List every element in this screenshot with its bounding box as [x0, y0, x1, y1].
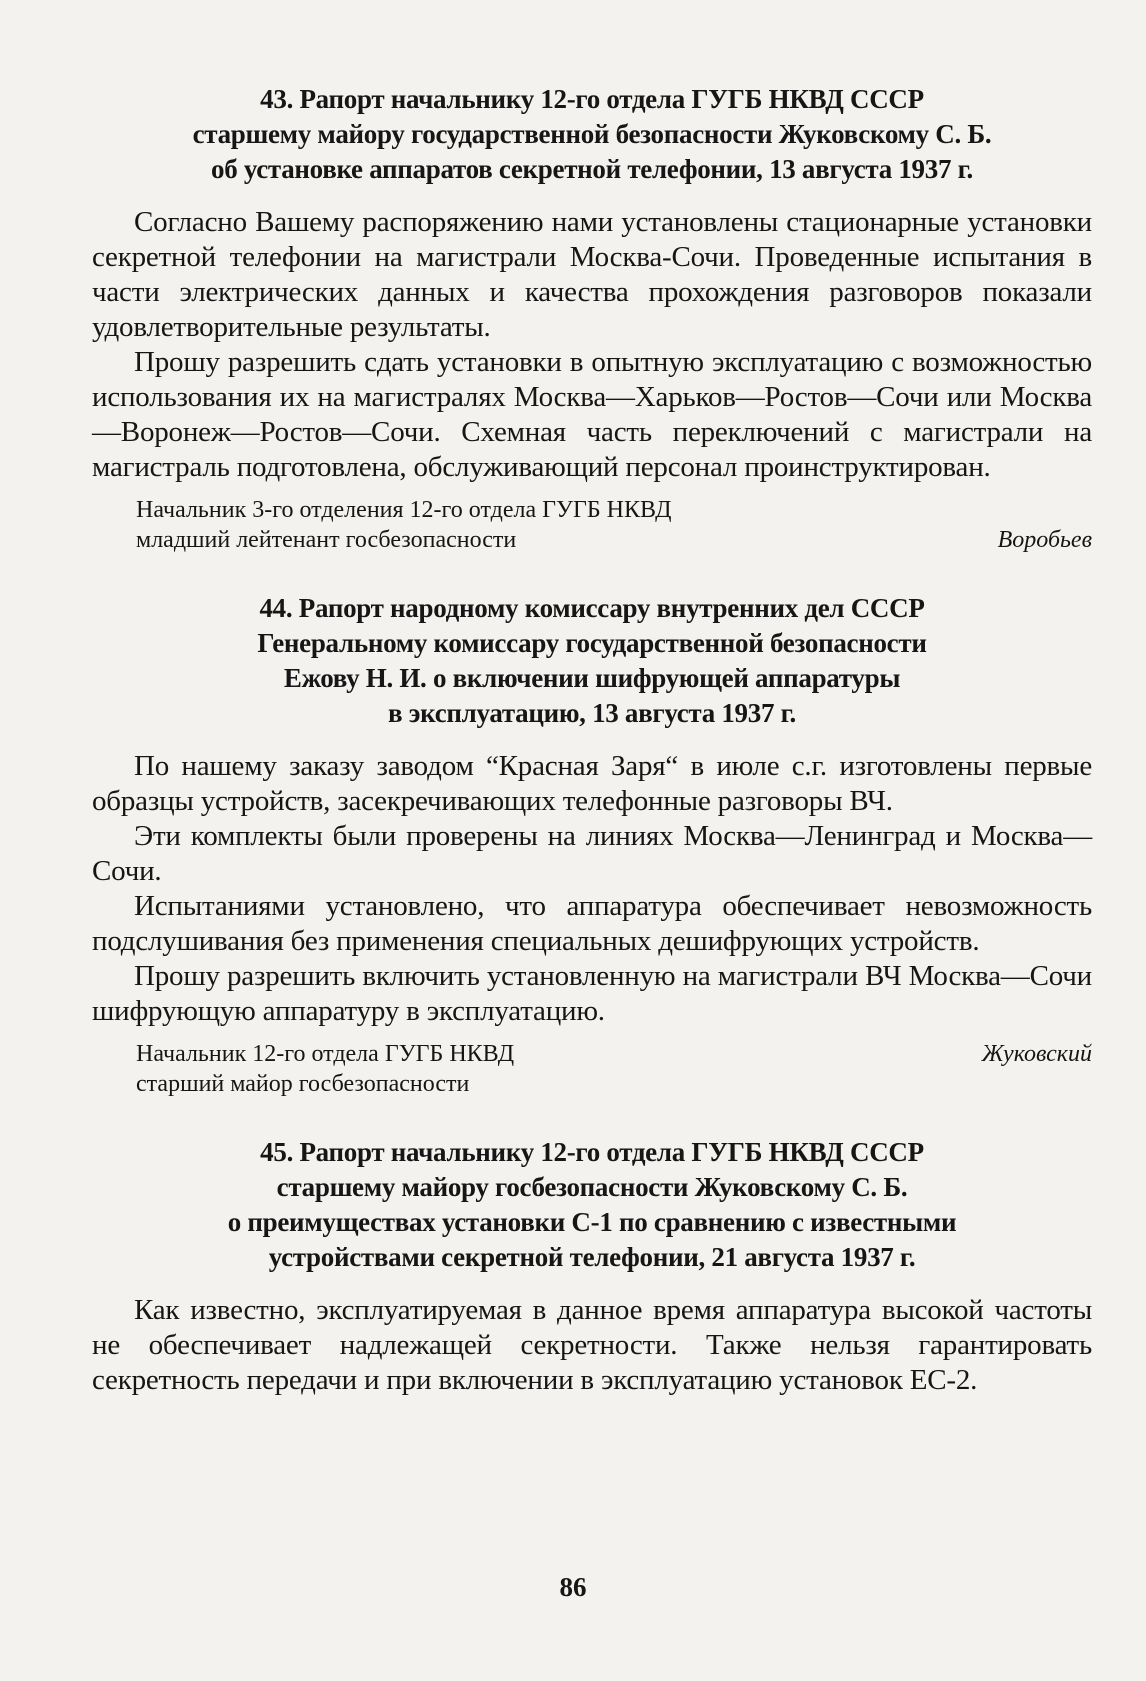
title-line: 43. Рапорт начальнику 12-го отдела ГУГБ НКВД СССР: [260, 84, 924, 114]
document-45: [92, 1135, 1092, 1398]
paragraph: Как известно, эксплуатируемая в данное время аппаратура высокой частоты не обеспечивает надлежащей секретности. Также нельзя гарантировать секретность передачи и при включении в эксплуатацию установок ЕС-2.: [92, 1294, 1092, 1396]
document-44: [92, 591, 1092, 1099]
paragraph: Эти комплекты были проверены на линиях Москва—Ленинград и Москва—Сочи.: [92, 820, 1092, 887]
title-line: об установке аппаратов секретной телефонии, 13 августа 1937 г.: [211, 154, 973, 184]
title-line: старшему майору госбезопасности Жуковскому С. Б.: [276, 1172, 908, 1202]
document-title: [92, 591, 1092, 731]
signature-block: [92, 1039, 1092, 1099]
title-line: 44. Рапорт народному комиссару внутренних дел СССР: [259, 593, 925, 623]
paragraph: Согласно Вашему распоряжению нами установлены стационарные установки секретной телефонии на магистрали Москва-Сочи. Проведенные испытания в части электрических данных и качества прохождения разговоров показали удовлетворительные результаты.: [92, 206, 1092, 343]
page-number: 86: [559, 1572, 587, 1602]
paragraph: По нашему заказу заводом “Красная Заря“ в июле с.г. изготовлены первые образцы устройств, засекречивающих телефонные разговоры ВЧ.: [92, 750, 1092, 817]
title-line: Генеральному комиссару государственной безопасности: [257, 628, 927, 658]
document-43: [92, 82, 1092, 555]
signature-position: Начальник 12-го отдела ГУГБ НКВД: [136, 1041, 515, 1067]
paragraph: Прошу разрешить включить установленную на магистрали ВЧ Москва—Сочи шифрующую аппаратуру в эксплуатацию.: [92, 960, 1092, 1027]
title-line: 45. Рапорт начальнику 12-го отдела ГУГБ НКВД СССР: [260, 1137, 924, 1167]
document-title: [92, 1135, 1092, 1275]
paragraph: Прошу разрешить сдать установки в опытную эксплуатацию с возможностью использования их на магистралях Москва—Харьков—Ростов—Сочи или Москва—Воронеж—Ростов—Сочи. Схемная часть переключений с магистрали на магистраль подготовлена, обслуживающий персонал проинструктирован.: [92, 346, 1092, 483]
signature-block: [92, 495, 1092, 555]
title-line: в эксплуатацию, 13 августа 1937 г.: [388, 698, 796, 728]
signature-name: Жуковский: [981, 1041, 1092, 1067]
title-line: устройствами секретной телефонии, 21 августа 1937 г.: [268, 1242, 916, 1272]
signature-position: Начальник 3-го отделения 12-го отдела ГУГБ НКВД: [136, 497, 672, 523]
paragraph: Испытаниями установлено, что аппаратура обеспечивает невозможность подслушивания без применения специальных дешифрующих устройств.: [92, 890, 1092, 957]
signature-rank: старший майор госбезопасности: [136, 1071, 470, 1097]
signature-rank: младший лейтенант госбезопасности: [136, 527, 517, 553]
signature-name: Воробьев: [997, 527, 1092, 553]
title-line: старшему майору государственной безопасности Жуковскому С. Б.: [192, 119, 992, 149]
title-line: Ежову Н. И. о включении шифрующей аппаратуры: [283, 663, 901, 693]
document-title: [92, 82, 1092, 187]
title-line: о преимуществах установки С-1 по сравнению с известными: [227, 1207, 957, 1237]
